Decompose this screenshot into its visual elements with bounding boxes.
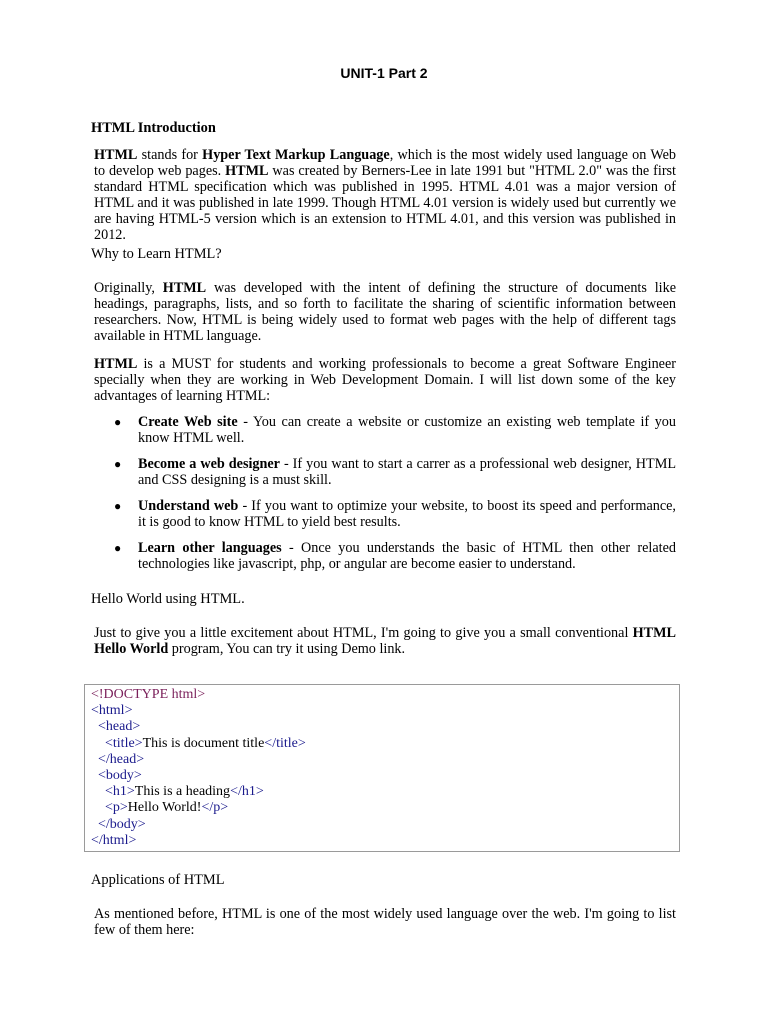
intro-text-2: , which is the most widely used language on Web to develop web pages. — [94, 147, 677, 179]
why-term-2: HTML — [94, 356, 138, 372]
page-title: UNIT-1 Part 2 — [340, 65, 428, 81]
why-text-2: was developed with the intent of defining the structure of documents like headings, paragraphs, lists, and so forth to facilitate the sharing of scientific information between researchers. Now, HTML is being widely used to format web pages with the help of different tags available in HTML language. — [94, 280, 676, 344]
list-item-text: - If you want to start a carrer as a professional web designer, HTML and CSS designing is a must skill. — [138, 456, 676, 488]
code-tag: </html> — [91, 832, 137, 848]
intro-term: HTML — [94, 147, 138, 163]
list-item-term: Create Web site — [138, 414, 238, 430]
code-tag: <title> — [105, 735, 143, 751]
intro-paragraph — [94, 147, 676, 243]
intro-text-3: was created by Berners-Lee in late 1991 but "HTML 2.0" was the first standard HTML specification which was published in 1995. HTML 4.01 was a major version of HTML and it was published in late 1999. Though HTML 4.01 version is widely used but currently we are having HTML-5 version which is an extension to HTML 4.01, and this version was published in 2012. — [94, 163, 677, 243]
list-item-term: Become a web designer — [138, 456, 280, 472]
list-item — [106, 498, 676, 530]
code-tag: </body> — [98, 816, 146, 832]
why-paragraph-2 — [94, 356, 676, 404]
hello-text-1: Just to give you a little excitement about HTML, I'm going to give you a small conventional — [94, 625, 633, 641]
code-example — [84, 684, 680, 852]
bullet-icon: ● — [114, 499, 122, 513]
code-line — [91, 817, 673, 833]
code-tag: </p> — [201, 800, 229, 816]
bullet-icon: ● — [114, 457, 122, 471]
code-line — [91, 800, 673, 816]
intro-term-2: HTML — [225, 163, 269, 179]
code-tag: <body> — [98, 768, 142, 784]
bullet-icon: ● — [114, 541, 122, 555]
why-paragraph-1 — [94, 280, 676, 344]
code-line — [91, 833, 673, 849]
code-tag: </title> — [264, 735, 306, 751]
list-item-text: - If you want to optimize your website, to boost its speed and performance, it is good to know HTML to yield best results. — [138, 498, 676, 530]
code-tag: <head> — [98, 719, 141, 735]
code-tag: </h1> — [230, 784, 264, 800]
list-item-text: - You can create a website or customize an existing web template if you know HTML well. — [138, 414, 676, 446]
intro-expansion: Hyper Text Markup Language — [202, 147, 390, 163]
code-line — [91, 784, 673, 800]
code-tag: <h1> — [105, 784, 135, 800]
code-text: Hello World! — [127, 800, 202, 816]
code-line — [91, 752, 673, 768]
why-text-3: is a MUST for students and working professionals to become a great Software Engineer specially when they are working in Web Development Domain. I will list down some of the key advantages of learning HTML: — [94, 356, 676, 404]
list-item-text: - Once you understands the basic of HTML then other related technologies like javascript, php, or angular are become easier to understand. — [138, 540, 676, 572]
hello-text-2: program, You can try it using Demo link. — [168, 641, 406, 657]
list-item — [106, 414, 676, 446]
code-line — [91, 719, 673, 735]
code-tag: </head> — [98, 751, 145, 767]
code-text: This is a heading — [134, 784, 231, 800]
code-line — [91, 703, 673, 719]
list-item-term: Understand web — [138, 498, 239, 514]
hello-paragraph — [94, 625, 676, 657]
list-item-term: Learn other languages — [138, 540, 282, 556]
why-term: HTML — [162, 280, 207, 296]
code-line — [91, 768, 673, 784]
code-line — [91, 736, 673, 752]
section-heading-hello-world: Hello World using HTML. — [91, 591, 245, 607]
list-item — [106, 456, 676, 488]
section-heading-html-introduction: HTML Introduction — [91, 120, 216, 136]
code-tag: <html> — [91, 703, 133, 719]
intro-text-1: stands for — [137, 147, 203, 163]
bullet-icon: ● — [114, 415, 122, 429]
applications-paragraph: As mentioned before, HTML is one of the most widely used language over the web. I'm going to list few of them here: — [94, 906, 676, 938]
section-heading-why-learn: Why to Learn HTML? — [91, 246, 222, 262]
code-line-doctype: <!DOCTYPE html> — [91, 687, 206, 702]
advantages-list — [106, 414, 676, 572]
hello-term: HTML Hello World — [94, 625, 676, 657]
list-item — [106, 540, 676, 572]
section-heading-applications: Applications of HTML — [91, 872, 225, 888]
code-text: This is document title — [142, 735, 265, 751]
why-text-1: Originally, — [94, 280, 163, 296]
code-tag: <p> — [105, 800, 128, 816]
